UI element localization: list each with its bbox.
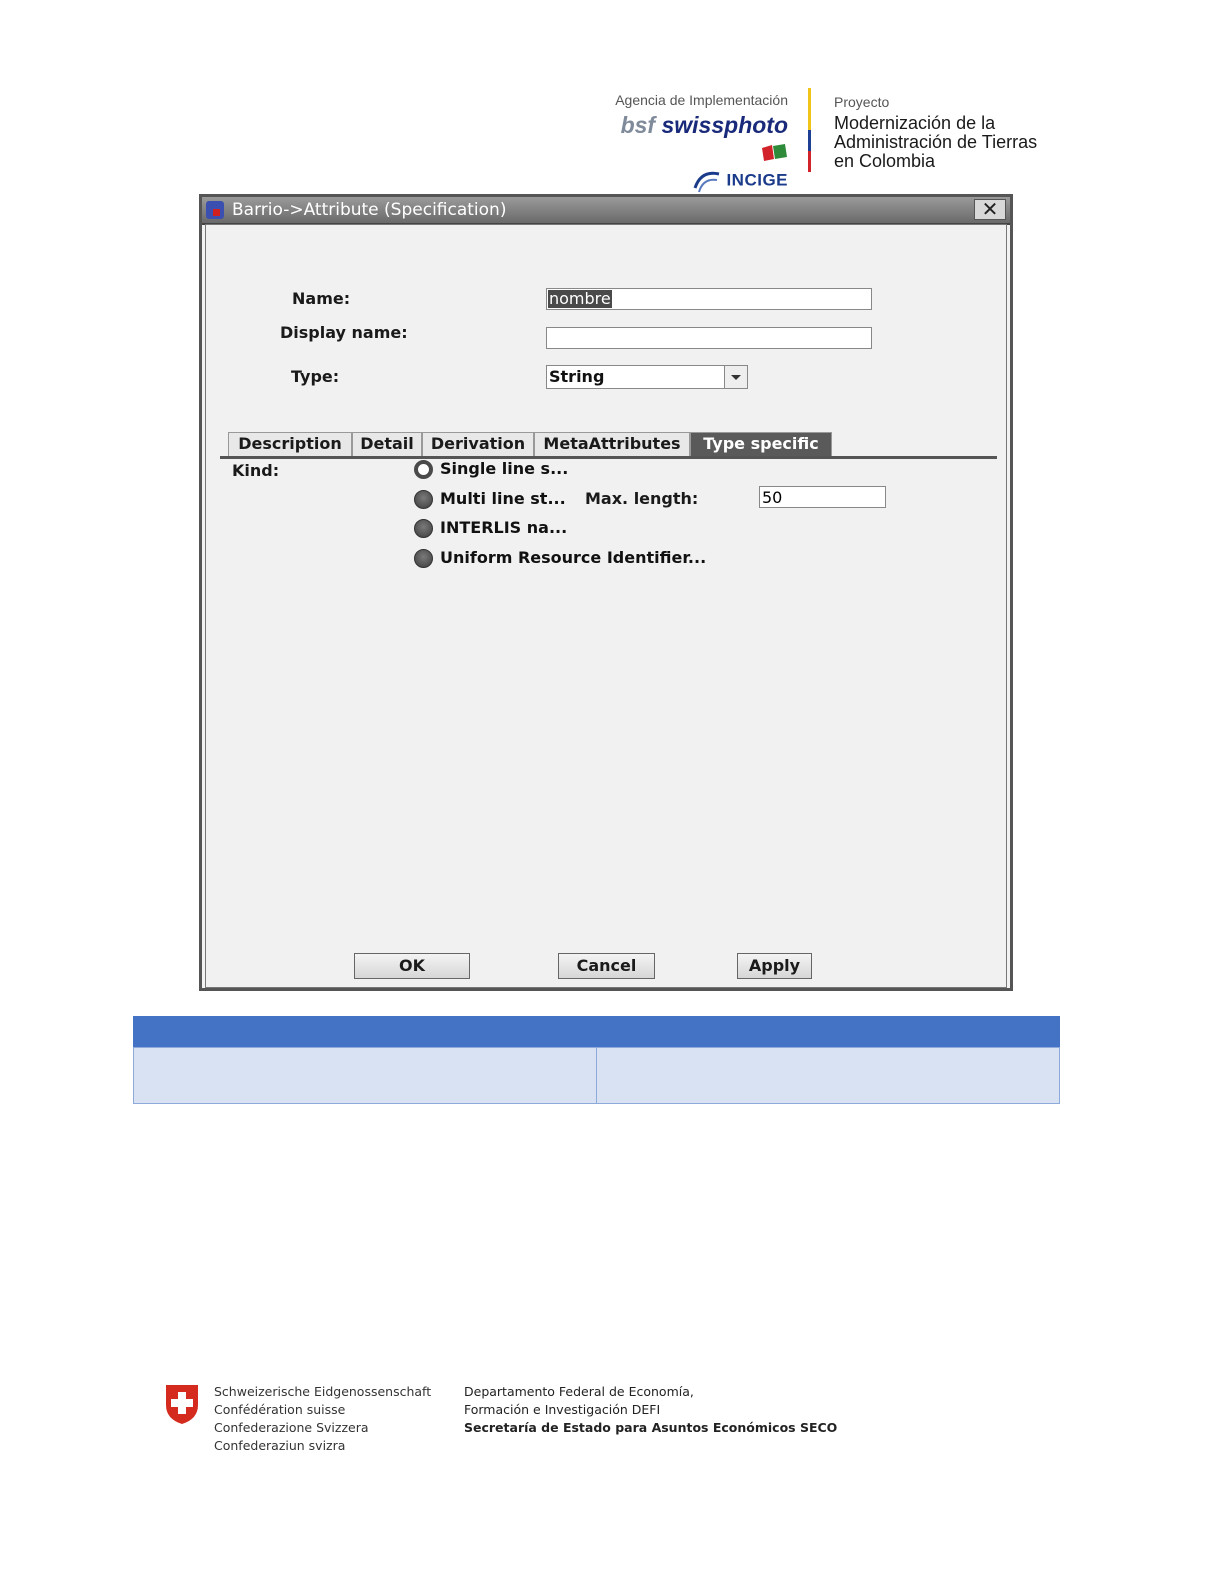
attribute-specification-dialog [199, 194, 1013, 991]
kind-label: Kind: [232, 461, 280, 480]
bsf-swissphoto-logo: bsf swissphoto [598, 112, 788, 164]
project-block [834, 94, 1037, 171]
radio-unselected-icon[interactable] [414, 519, 433, 538]
agency-label: Agencia de Implementación [615, 92, 788, 108]
type-label: Type: [291, 367, 340, 386]
dialog-content: Name: nombre Display name: Type: String Description Detail Derivation MetaAttributes Type specific Kind: Single line s... Multi line st... INTERLIS na... Uniform Resource Identifier... Max. length: 50 OK Cancel Apply [205, 224, 1007, 988]
cancel-button[interactable]: Cancel [558, 953, 655, 979]
confederation-names: Schweizerische Eidgenossenschaft Confédération suisse Confederazione Svizzera Confederaziun svizra [214, 1384, 432, 1453]
project-title-line-2: Administración de Tierras [834, 132, 1038, 152]
table-cell-right [596, 1047, 1060, 1104]
incige-mark-icon [693, 168, 721, 194]
display-name-input[interactable] [546, 327, 872, 349]
tab-description[interactable]: Description [228, 432, 352, 456]
swissphoto-flag-icon [760, 144, 788, 162]
tab-detail[interactable]: Detail [352, 432, 422, 456]
project-title-line-3: en Colombia [834, 151, 936, 171]
department-block: Departamento Federal de Economía, Formación e Investigación DEFI Secretaría de Estado para Asuntos Económicos SECO [464, 1384, 838, 1435]
max-length-label: Max. length: [585, 489, 699, 508]
tab-type-specific[interactable]: Type specific [690, 432, 832, 456]
radio-unselected-icon[interactable] [414, 549, 433, 568]
dialog-titlebar[interactable] [202, 197, 1010, 225]
colombia-color-bar [808, 88, 811, 172]
name-input[interactable] [546, 288, 872, 310]
radio-unselected-icon[interactable] [414, 490, 433, 509]
name-label: Name: [292, 289, 351, 308]
table-cell-left [133, 1047, 597, 1104]
seco-label: Secretaría de Estado para Asuntos Económicos SECO [464, 1420, 838, 1435]
display-name-label: Display name: [280, 323, 408, 342]
ok-button[interactable]: OK [354, 953, 470, 979]
swiss-shield-icon [164, 1383, 200, 1425]
apply-button[interactable]: Apply [737, 953, 812, 979]
type-select[interactable] [546, 365, 748, 389]
project-label: Proyecto [834, 94, 890, 110]
incige-logo: INCIGE [598, 168, 788, 194]
table-header-row [133, 1016, 1060, 1047]
implementation-agency-block [598, 92, 788, 194]
type-selected-value: String [549, 367, 605, 386]
close-icon: ✕ [981, 197, 999, 221]
tab-divider [220, 456, 997, 459]
project-title-line-1: Modernización de la [834, 113, 996, 133]
name-value: nombre [549, 289, 611, 308]
app-window-icon [206, 201, 224, 219]
close-button[interactable] [974, 199, 1006, 220]
tab-metaattributes[interactable]: MetaAttributes [534, 432, 690, 456]
tab-derivation[interactable]: Derivation [422, 432, 534, 456]
max-length-input[interactable] [759, 486, 886, 508]
dialog-title: Barrio->Attribute (Specification) [232, 200, 507, 220]
dropdown-arrow-icon[interactable] [724, 366, 747, 388]
radio-selected-icon[interactable] [414, 460, 433, 479]
